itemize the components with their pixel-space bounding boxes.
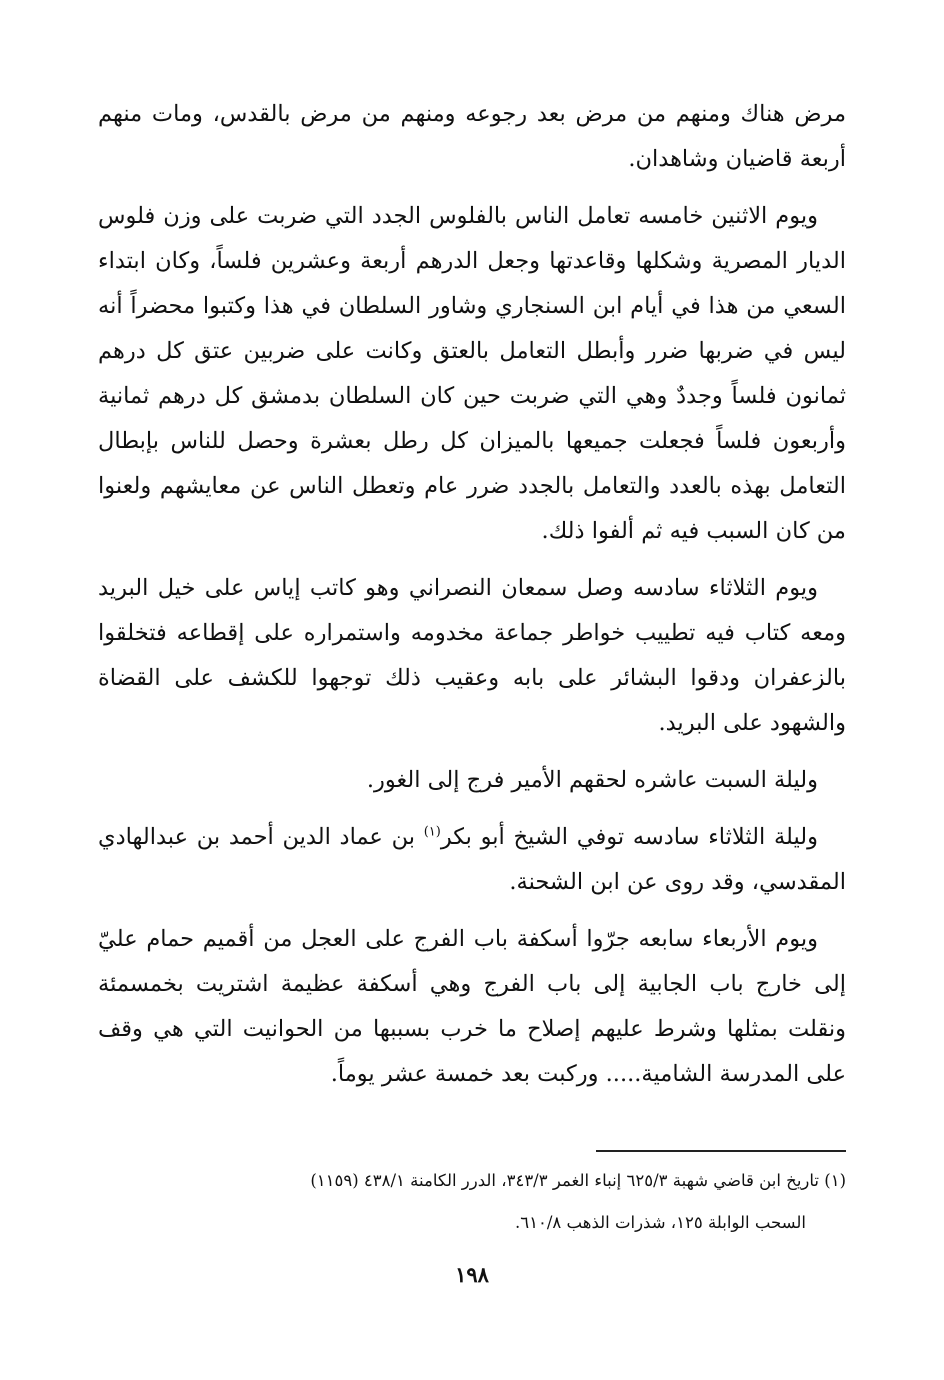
main-text (98, 92, 846, 1097)
paragraph-1: مرض هناك ومنهم من مرض بعد رجوعه ومنهم من مرض بالقدس، ومات منهم أربعة قاضيان وشاهدان. (98, 101, 846, 172)
footnote-separator (596, 1150, 846, 1152)
footnote-line-1: (١) تاريخ ابن قاضي شهبة ٦٢٥/٣ إنباء الغمر ٣٤٣/٣، الدرر الكامنة ٤٣٨/١ (١١٥٩) (310, 1171, 846, 1190)
paragraph-3: ويوم الثلاثاء سادسه وصل سمعان النصراني وهو كاتب إياس على خيل البريد ومعه كتاب فيه تطييب خواطر جماعة مخدومه واستمراره على إقطاعه فتخلقوا بالزعفران ودقوا البشائر على بابه وعقيب ذلك توجهوا للكشف على القضاة والشهود على البريد. (98, 575, 846, 736)
footnotes (98, 1160, 846, 1244)
page-number: ١٩٨ (455, 1262, 489, 1287)
paragraph-5-end: بن عماد الدين أحمد بن عبدالهادي المقدسي، وقد روى عن ابن الشحنة. (98, 824, 846, 895)
paragraph-5 (98, 815, 846, 905)
paragraph-4: وليلة السبت عاشره لحقهم الأمير فرج إلى الغور. (366, 767, 818, 793)
paragraph-6: ويوم الأربعاء سابعه جرّوا أسكفة باب الفرج على العجل من أقميم حمام عليّ إلى خارج باب الجابية إلى باب الفرج وهي أسكفة عظيمة اشتريت بخمسمئة ونقلت بمثلها وشرط عليهم إصلاح ما خرب بسببها من الحوانيت التي هي وقف على المدرسة الشامية..... وركبت بعد خمسة عشر يوماً. (98, 926, 846, 1087)
footnote-reference[interactable]: (١) (423, 824, 441, 840)
paragraph-5-start: وليلة الثلاثاء سادسه توفي الشيخ أبو بكر (440, 824, 818, 850)
paragraph-2: ويوم الاثنين خامسه تعامل الناس بالفلوس الجدد التي ضربت على وزن فلوس الديار المصرية وشكلها وقاعدتها وجعل الدرهم أربعة وعشرين فلساً، وكان ابتداء السعي من هذا في أيام ابن السنجاري وشاور السلطان في هذا وكتبوا محضراً أنه ليس في ضربها ضرر وأبطل التعامل بالعتق وكانت على ضربين عتق كل درهم ثمانون فلساً وجددٌ وهي التي ضربت حين كان السلطان بدمشق كل درهم ثمانية وأربعون فلساً فجعلت جميعها بالميزان كل رطل بعشرة وحصل للناس بإبطال التعامل بهذه بالعدد والتعامل بالجدد ضرر عام وتعطل الناس عن معايشهم ولعنوا من كان السبب فيه ثم ألفوا ذلك. (98, 203, 846, 544)
footnote-line-2: السحب الوابلة ١٢٥، شذرات الذهب ٦١٠/٨. (515, 1213, 806, 1232)
